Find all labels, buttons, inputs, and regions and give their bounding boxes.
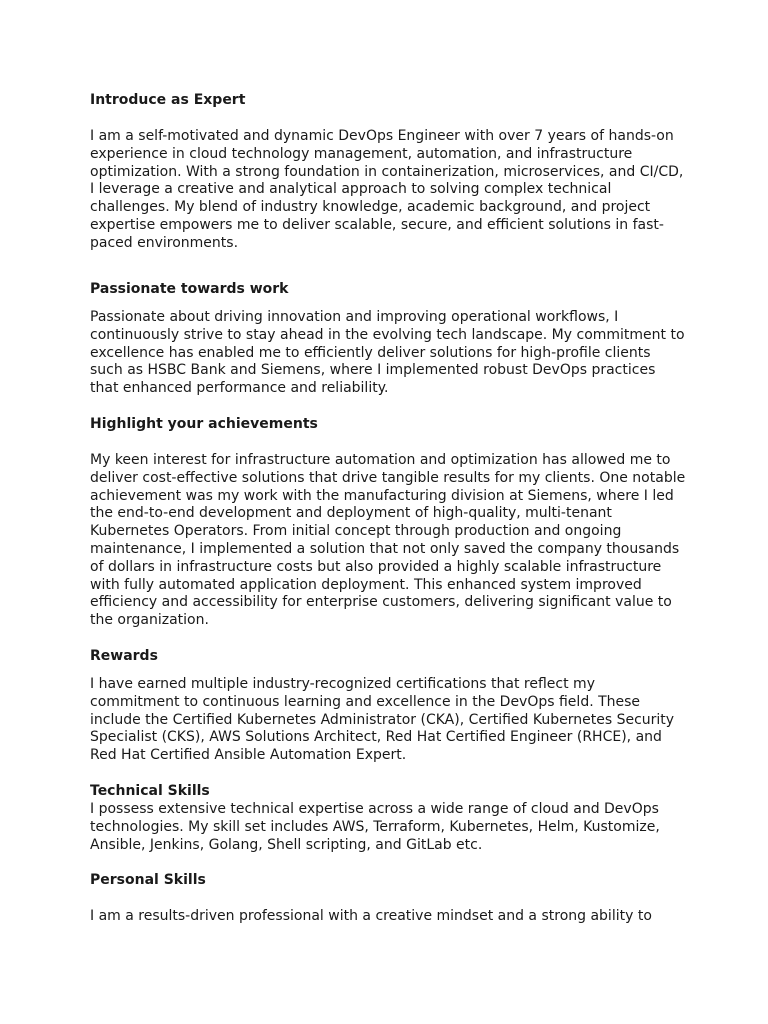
section-heading-introduce-as-expert: Introduce as Expert <box>90 92 246 108</box>
paragraph-line: optimization. With a strong foundation in containerization, microservices, and CI/CD, <box>90 163 684 180</box>
paragraph-line: of dollars in infrastructure costs but also provided a highly scalable infrastructure <box>90 558 662 575</box>
paragraph-line: maintenance, I implemented a solution that not only saved the company thousands <box>90 540 680 557</box>
paragraph-line: the organization. <box>90 612 209 629</box>
section-heading-personal-skills: Personal Skills <box>90 872 206 888</box>
paragraph-line: Passionate about driving innovation and improving operational workflows, I <box>90 309 619 325</box>
section-paragraph-rewards <box>90 676 682 765</box>
section-paragraph-technical-skills <box>90 801 682 854</box>
paragraph-line: efficiency and accessibility for enterprise customers, delivering significant value to <box>90 594 672 611</box>
paragraph-line: the end-to-end development and deployment of high-quality, multi-tenant <box>90 505 612 522</box>
paragraph-line: technologies. My skill set includes AWS, Terraform, Kubernetes, Helm, Kustomize, <box>90 818 660 835</box>
paragraph-line: My keen interest for infrastructure automation and optimization has allowed me to <box>90 452 671 468</box>
paragraph-line: continuously strive to stay ahead in the evolving tech landscape. My commitment to <box>90 326 685 343</box>
section-paragraph-introduce-as-expert <box>90 128 682 253</box>
paragraph-line: I leverage a creative and analytical approach to solving complex technical <box>90 181 612 198</box>
paragraph-line: paced environments. <box>90 234 239 251</box>
section-paragraph-passionate-towards-work <box>90 309 685 398</box>
paragraph-line: such as HSBC Bank and Siemens, where I implemented robust DevOps practices <box>90 362 656 379</box>
paragraph-line: include the Certified Kubernetes Administrator (CKA), Certified Kubernetes Security <box>90 711 675 728</box>
paragraph-line: Ansible, Jenkins, Golang, Shell scripting, and GitLab etc. <box>90 836 483 853</box>
section-heading-highlight-your-achievements: Highlight your achievements <box>90 416 318 432</box>
paragraph-line: I have earned multiple industry-recognized certifications that reflect my <box>90 676 595 692</box>
section-heading-rewards: Rewards <box>90 648 158 664</box>
paragraph-line: excellence has enabled me to efficiently deliver solutions for high-profile clients <box>90 344 651 361</box>
paragraph-line: experience in cloud technology management, automation, and infrastructure <box>90 145 633 162</box>
section-paragraph-personal-skills <box>90 908 682 926</box>
paragraph-line: Kubernetes Operators. From initial concept through production and ongoing <box>90 523 622 540</box>
paragraph-line: challenges. My blend of industry knowledge, academic background, and project <box>90 199 651 216</box>
section-heading-technical-skills: Technical Skills <box>90 783 210 799</box>
paragraph-line: commitment to continuous learning and excellence in the DevOps field. These <box>90 693 641 710</box>
paragraph-line: with fully automated application deployment. This enhanced system improved <box>90 576 642 593</box>
paragraph-line: I am a results-driven professional with a creative mindset and a strong ability to <box>90 908 652 924</box>
section-heading-passionate-towards-work: Passionate towards work <box>90 281 289 297</box>
paragraph-line: expertise empowers me to deliver scalable, secure, and efficient solutions in fast- <box>90 216 664 233</box>
paragraph-line: I possess extensive technical expertise across a wide range of cloud and DevOps <box>90 801 659 817</box>
paragraph-line: that enhanced performance and reliability. <box>90 380 389 397</box>
paragraph-line: Red Hat Certified Ansible Automation Expert. <box>90 747 407 764</box>
paragraph-line: Specialist (CKS), AWS Solutions Architect, Red Hat Certified Engineer (RHCE), and <box>90 729 662 746</box>
paragraph-line: I am a self-motivated and dynamic DevOps Engineer with over 7 years of hands-on <box>90 128 674 144</box>
paragraph-line: deliver cost-effective solutions that drive tangible results for my clients. One notable <box>90 469 686 486</box>
paragraph-line: achievement was my work with the manufacturing division at Siemens, where I led <box>90 487 674 504</box>
section-paragraph-highlight-your-achievements <box>90 452 686 630</box>
